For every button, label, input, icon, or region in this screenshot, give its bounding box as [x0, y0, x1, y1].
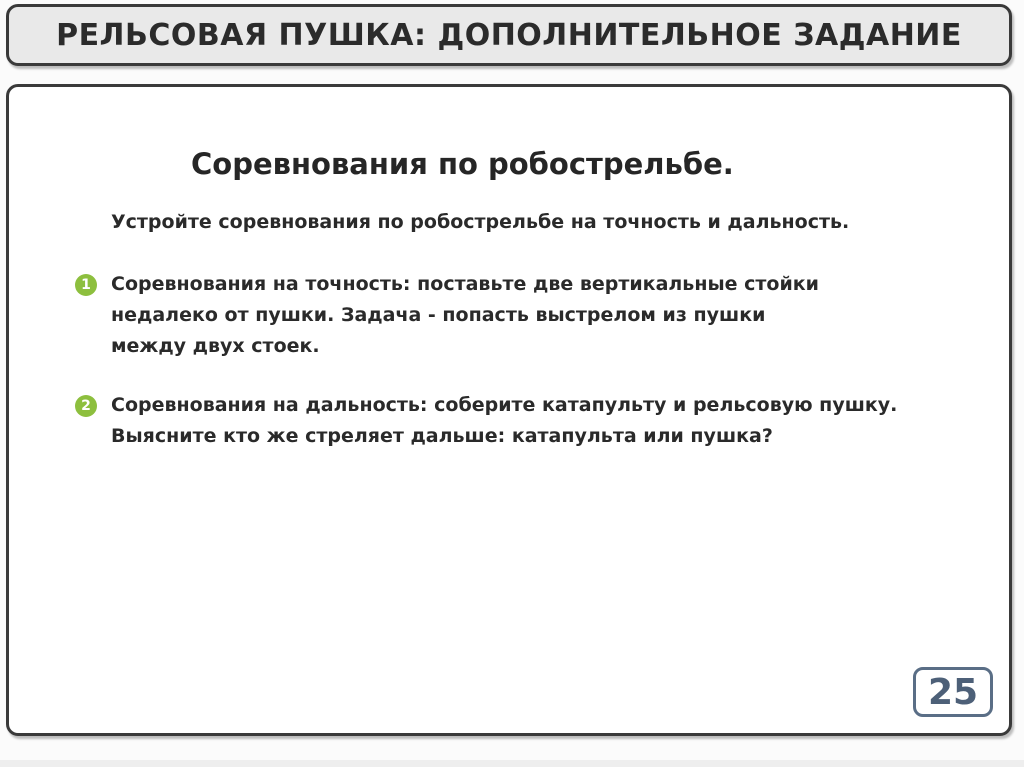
item-line: Соревнования на дальность: соберите катапульту и рельсовую пушку. — [111, 394, 898, 416]
number-badge-2: 2 — [75, 395, 97, 417]
bottom-divider — [0, 760, 1024, 767]
item-line: недалеко от пушки. Задача - попасть выстрелом из пушки — [111, 304, 766, 326]
content-panel — [6, 84, 1012, 736]
title-banner — [6, 4, 1012, 66]
item-line: Выясните кто же стреляет дальше: катапульта или пушка? — [111, 425, 773, 447]
slide-title: РЕЛЬСОВАЯ ПУШКА: ДОПОЛНИТЕЛЬНОЕ ЗАДАНИЕ — [56, 17, 962, 53]
number-badge-1: 1 — [75, 274, 97, 296]
item-line: Соревнования на точность: поставьте две вертикальные стойки — [111, 273, 819, 295]
section-heading: Соревнования по робострельбе. — [191, 147, 734, 181]
intro-text: Устройте соревнования по робострельбе на точность и дальность. — [111, 211, 850, 233]
item-line: между двух стоек. — [111, 335, 320, 357]
item-text — [111, 390, 897, 452]
item-text — [111, 269, 819, 362]
page-number: 25 — [913, 667, 993, 717]
